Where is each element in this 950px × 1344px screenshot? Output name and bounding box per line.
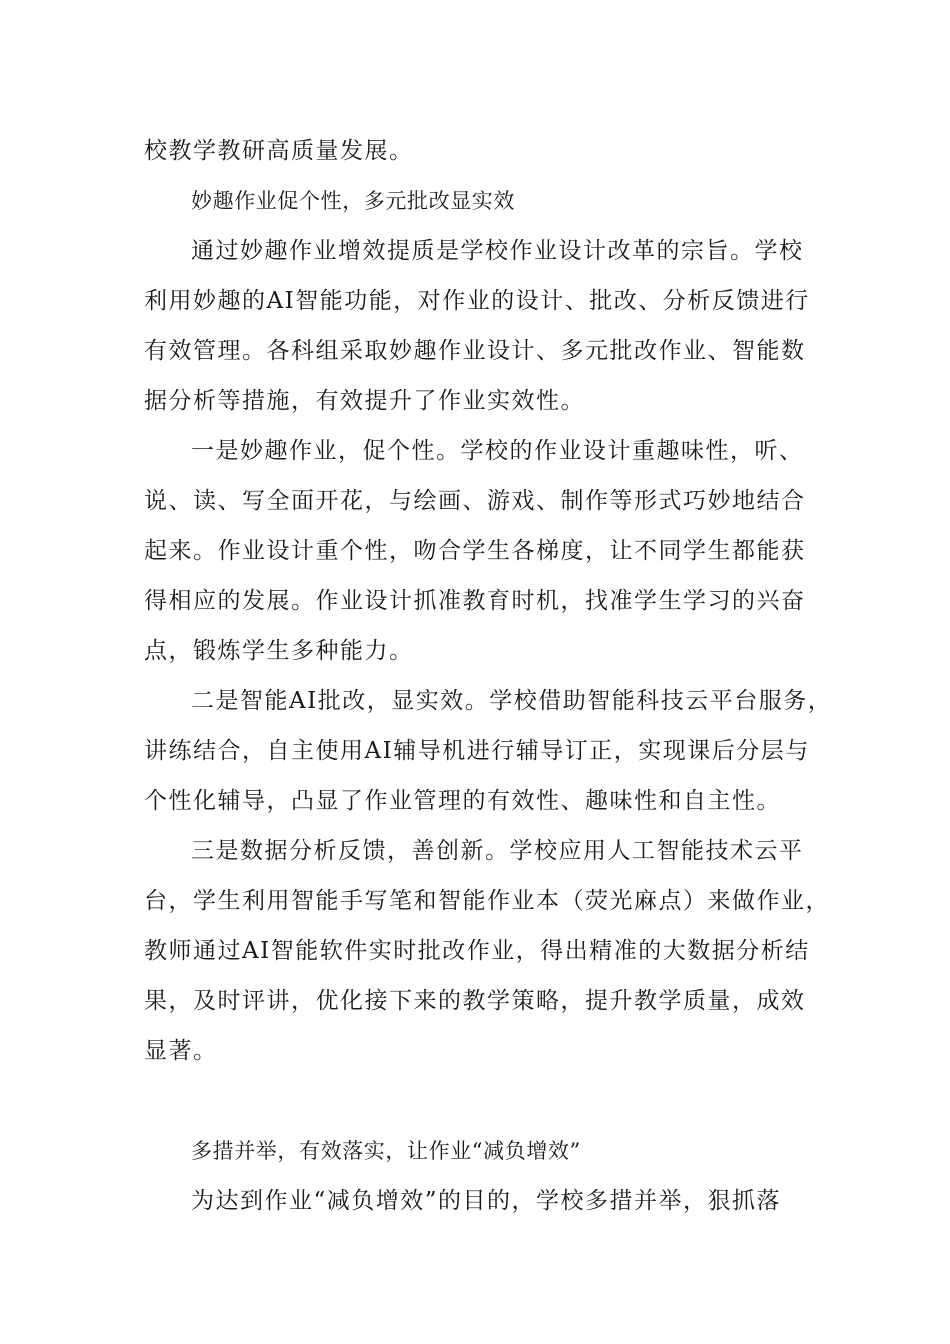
paragraph-line: 教师通过AI智能软件实时批改作业，得出精准的大数据分析结 — [144, 938, 810, 964]
paragraph-line: 三是数据分析反馈，善创新。学校应用人工智能技术云平 — [191, 838, 804, 864]
paragraph-continuation: 校教学教研高质量发展。 — [144, 138, 414, 164]
paragraph-line: 起来。作业设计重个性，吻合学生各梯度，让不同学生都能获 — [144, 538, 806, 564]
section-heading-1: 妙趣作业促个性，多元批改显实效 — [191, 189, 515, 213]
paragraph-line: 二是智能AI批改，显实效。学校借助智能科技云平台服务， — [191, 688, 833, 714]
paragraph-line: 利用妙趣的AI智能功能，对作业的设计、批改、分析反馈进行 — [144, 288, 810, 314]
paragraph-section2-intro — [144, 1176, 824, 1226]
document-body — [144, 126, 833, 1226]
paragraph-line: 点，锻炼学生多种能力。 — [144, 638, 414, 664]
paragraph-intro — [144, 226, 824, 426]
paragraph-line: 一是妙趣作业，促个性。学校的作业设计重趣味性，听、 — [191, 438, 804, 464]
paragraph-line: 据分析等措施，有效提升了作业实效性。 — [144, 388, 585, 414]
paragraph-point-three — [144, 826, 830, 1076]
paragraph-point-one — [144, 426, 824, 676]
paragraph-line: 说、读、写全面开花，与绘画、游戏、制作等形式巧妙地结合 — [144, 488, 806, 514]
paragraph-line: 个性化辅导，凸显了作业管理的有效性、趣味性和自主性。 — [144, 788, 781, 814]
paragraph-line: 为达到作业“减负增效”的目的，学校多措并举，狠抓落 — [191, 1188, 782, 1214]
paragraph-line: 显著。 — [144, 1038, 218, 1064]
section-heading-2: 多措并举，有效落实，让作业“减负增效” — [191, 1139, 581, 1163]
paragraph-line: 通过妙趣作业增效提质是学校作业设计改革的宗旨。学校 — [191, 238, 804, 264]
paragraph-line: 台，学生利用智能手写笔和智能作业本（荧光麻点）来做作业， — [144, 888, 830, 914]
paragraph-line: 讲练结合，自主使用AI辅导机进行辅导订正，实现课后分层与 — [144, 738, 810, 764]
blank-line — [144, 1076, 824, 1126]
paragraph-line: 得相应的发展。作业设计抓准教育时机，找准学生学习的兴奋 — [144, 588, 806, 614]
paragraph-point-two — [144, 676, 833, 826]
paragraph-line: 果，及时评讲，优化接下来的教学策略，提升教学质量，成效 — [144, 988, 806, 1014]
paragraph-line: 有效管理。各科组采取妙趣作业设计、多元批改作业、智能数 — [144, 338, 806, 364]
